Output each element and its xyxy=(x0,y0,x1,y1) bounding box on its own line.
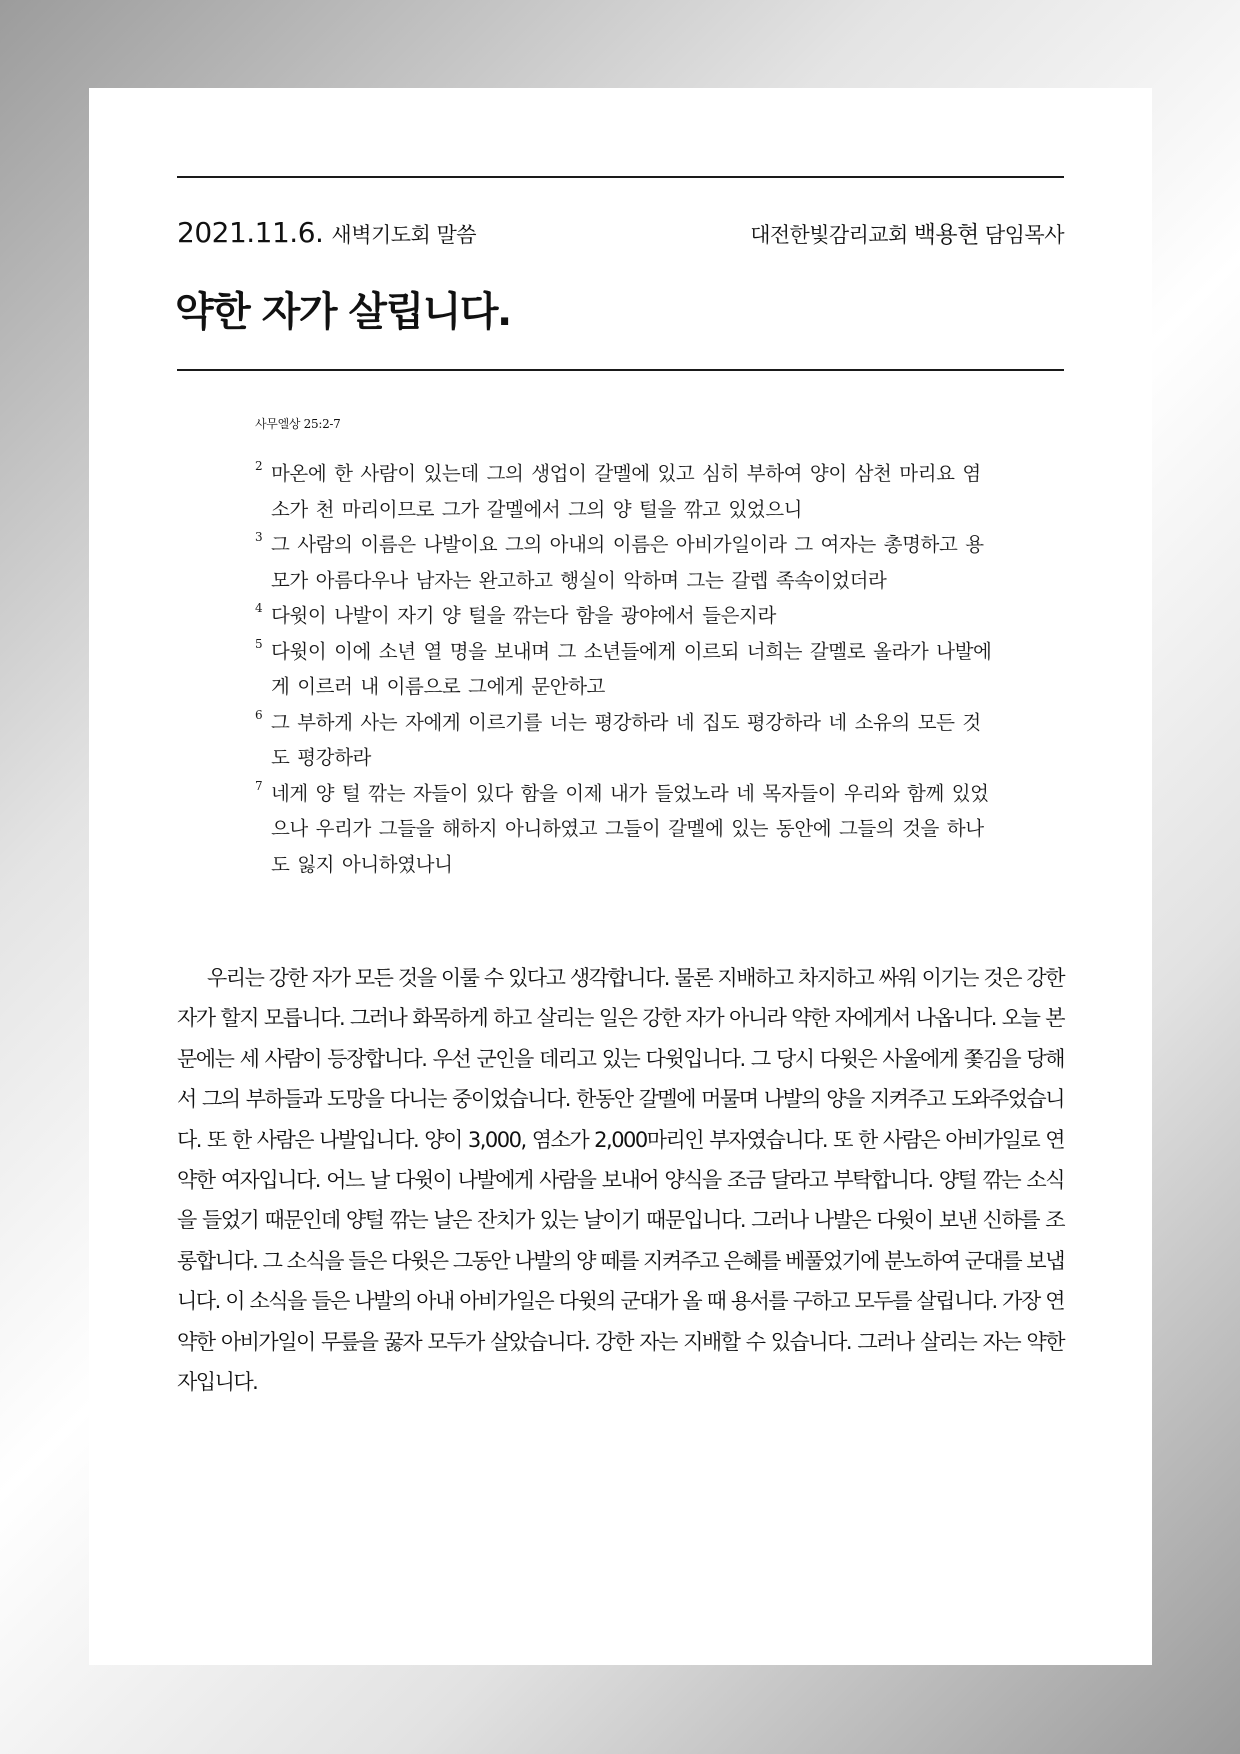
verse-number: 2 xyxy=(255,459,263,473)
verse xyxy=(255,598,995,634)
sermon-date: 2021.11.6. xyxy=(177,216,324,249)
verse-number: 3 xyxy=(255,530,263,544)
verse xyxy=(255,634,995,705)
verse-number: 5 xyxy=(255,636,263,651)
verse xyxy=(255,456,995,527)
verse-text: 다윗이 이에 소년 열 명을 보내며 그 소년들에게 이르되 너희는 갈멜로 올라가 나발에게 이르러 내 이름으로 그에게 문안하고 xyxy=(271,639,992,698)
document-page xyxy=(89,88,1152,1665)
title-divider xyxy=(177,369,1064,371)
scripture-passage xyxy=(255,415,995,882)
verse-text: 네게 양 털 깎는 자들이 있다 함을 이제 내가 들었노라 네 목자들이 우리와 함께 있었으나 우리가 그들을 해하지 아니하였고 그들이 갈멜에 있는 동안에 그들의 것을 하나도 잃지 아니하였나니 xyxy=(271,781,989,876)
pastor-name: 백용현 xyxy=(913,222,979,248)
verse xyxy=(255,776,995,883)
church-name: 대전한빛감리교회 xyxy=(750,223,908,247)
verse xyxy=(255,527,995,598)
verse-text: 다윗이 나발이 자기 양 털을 깎는다 함을 광야에서 들은지라 xyxy=(271,604,776,627)
sermon-title: 약한 자가 살립니다. xyxy=(175,289,511,335)
scripture-reference: 사무엘상 25:2-7 xyxy=(255,417,341,431)
sermon-date-info xyxy=(177,216,476,249)
service-name: 새벽기도회 말씀 xyxy=(331,223,477,247)
verse-number: 4 xyxy=(255,601,263,615)
sermon-meta xyxy=(177,216,1064,256)
verse-text: 그 사람의 이름은 나발이요 그의 아내의 이름은 아비가일이라 그 여자는 총명하고 용모가 아름다우나 남자는 완고하고 행실이 악하며 그는 갈렙 족속이었더라 xyxy=(271,533,984,592)
top-divider xyxy=(177,176,1064,178)
pastor-title: 담임목사 xyxy=(984,223,1064,247)
verse-list xyxy=(255,456,995,882)
sermon-body: 우리는 강한 자가 모든 것을 이룰 수 있다고 생각합니다. 물론 지배하고 차지하고 싸워 이기는 것은 강한 자가 할지 모릅니다. 그러나 화목하게 하고 살리는 일은 강한 자가 아니라 약한 자에게서 나옵니다. 오늘 본문에는 세 사람이 등장합니다. 우선 군인을 데리고 있는 다윗입니다. 그 당시 다윗은 사울에게 쫓김을 당해서 그의 부하들과 도망을 다니는 중이었습니다. 한동안 갈멜에 머물며 나발의 양을 지켜주고 도와주었습니다. 또 한 사람은 나발입니다. 양이 3,000, 염소가 2,000마리인 부자였습니다. 또 한 사람은 아비가일로 연약한 여자입니다. 어느 날 다윗이 나발에게 사람을 보내어 양식을 조금 달라고 부탁합니다. 양털 깎는 소식을 들었기 때문인데 양털 깎는 날은 잔치가 있는 날이기 때문입니다. 그러나 나발은 다윗이 보낸 신하를 조롱합니다. 그 소식을 들은 다윗은 그동안 나발의 양 떼를 지켜주고 은혜를 베풀었기에 분노하여 군대를 보냅니다. 이 소식을 들은 나발의 아내 아비가일은 다윗의 군대가 올 때 용서를 구하고 모두를 살립니다. 가장 연약한 아비가일이 무릎을 꿇자 모두가 살았습니다. 강한 자는 지배할 수 있습니다. 그러나 살리는 자는 약한 자입니다. xyxy=(177,966,1064,1395)
preacher-info xyxy=(750,216,1064,249)
verse-text: 마온에 한 사람이 있는데 그의 생업이 갈멜에 있고 심히 부하여 양이 삼천 마리요 염소가 천 마리이므로 그가 갈멜에서 그의 양 털을 깎고 있었으니 xyxy=(271,462,981,521)
verse xyxy=(255,705,995,776)
verse-number: 6 xyxy=(255,707,263,722)
verse-number: 7 xyxy=(255,778,263,793)
verse-text: 그 부하게 사는 자에게 이르기를 너는 평강하라 네 집도 평강하라 네 소유의 모든 것도 평강하라 xyxy=(271,710,981,769)
